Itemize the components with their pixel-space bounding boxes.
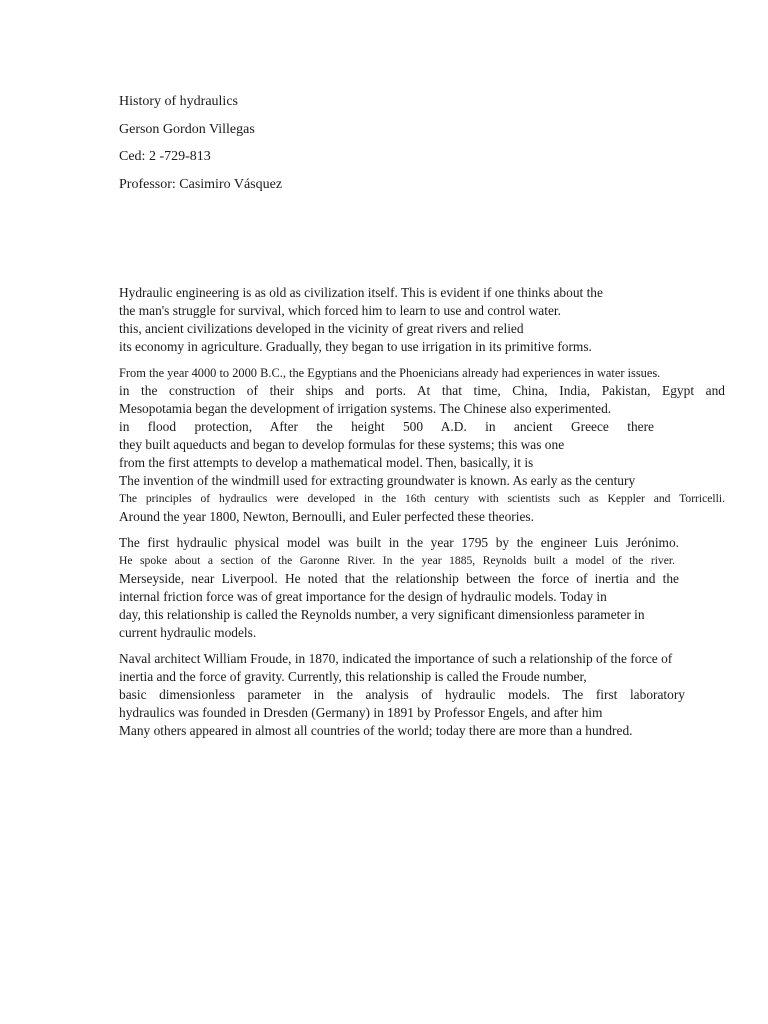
text-line: internal friction force was of great importance for the design of hydraulic models. Today in [119, 589, 607, 604]
text-line: day, this relationship is called the Reynolds number, a very significant dimensionless parameter in [119, 607, 645, 622]
paragraph-1 [119, 284, 725, 356]
paragraph-3 [119, 534, 725, 642]
text-line: from the first attempts to develop a mathematical model. Then, basically, it is [119, 455, 534, 470]
text-line: Naval architect William Froude, in 1870, indicated the importance of such a relationship of the force of [119, 651, 673, 666]
text-line: Many others appeared in almost all countries of the world; today there are more than a hundred. [119, 723, 633, 738]
document-title: History of hydraulics [119, 94, 238, 109]
text-line: Mesopotamia began the development of irrigation systems. The Chinese also experimented. [119, 401, 612, 416]
text-line: its economy in agriculture. Gradually, they began to use irrigation in its primitive forms. [119, 339, 592, 354]
text-line: in the construction of their ships and ports. At that time, China, India, Pakistan, Egypt and [119, 383, 725, 398]
text-line: hydraulics was founded in Dresden (Germany) in 1891 by Professor Engels, and after him [119, 705, 603, 720]
text-line: basic dimensionless parameter in the analysis of hydraulic models. The first laboratory [119, 687, 685, 702]
text-line: The principles of hydraulics were developed in the 16th century with scientists such as Keppler and Torricelli. [119, 492, 725, 505]
text-line: Hydraulic engineering is as old as civilization itself. This is evident if one thinks about the [119, 285, 603, 300]
text-line: they built aqueducts and began to develop formulas for these systems; this was one [119, 437, 565, 452]
text-line: From the year 4000 to 2000 B.C., the Egyptians and the Phoenicians already had experiences in water issues. [119, 366, 661, 380]
text-line: The invention of the windmill used for extracting groundwater is known. As early as the century [119, 473, 636, 488]
text-line: The first hydraulic physical model was built in the year 1795 by the engineer Luis Jerónimo. [119, 535, 679, 550]
text-line: inertia and the force of gravity. Currently, this relationship is called the Froude number, [119, 669, 587, 684]
text-line: Merseyside, near Liverpool. He noted that the relationship between the force of inertia and the [119, 571, 679, 586]
text-line: the man's struggle for survival, which forced him to learn to use and control water. [119, 303, 561, 318]
document-body [119, 284, 725, 748]
text-line: He spoke about a section of the Garonne River. In the year 1885, Reynolds built a model of the river. [119, 554, 675, 567]
text-line: this, ancient civilizations developed in the vicinity of great rivers and relied [119, 321, 524, 336]
paragraph-2 [119, 364, 725, 526]
text-line: current hydraulic models. [119, 625, 257, 640]
document-header [119, 93, 282, 203]
text-line: Around the year 1800, Newton, Bernoulli, and Euler perfected these theories. [119, 509, 534, 524]
paragraph-4 [119, 650, 725, 740]
author-name: Gerson Gordon Villegas [119, 121, 255, 137]
id-number: Ced: 2 -729-813 [119, 149, 211, 164]
text-line: in flood protection, After the height 500 A.D. in ancient Greece there [119, 419, 654, 434]
professor-name: Professor: Casimiro Vásquez [119, 176, 283, 192]
